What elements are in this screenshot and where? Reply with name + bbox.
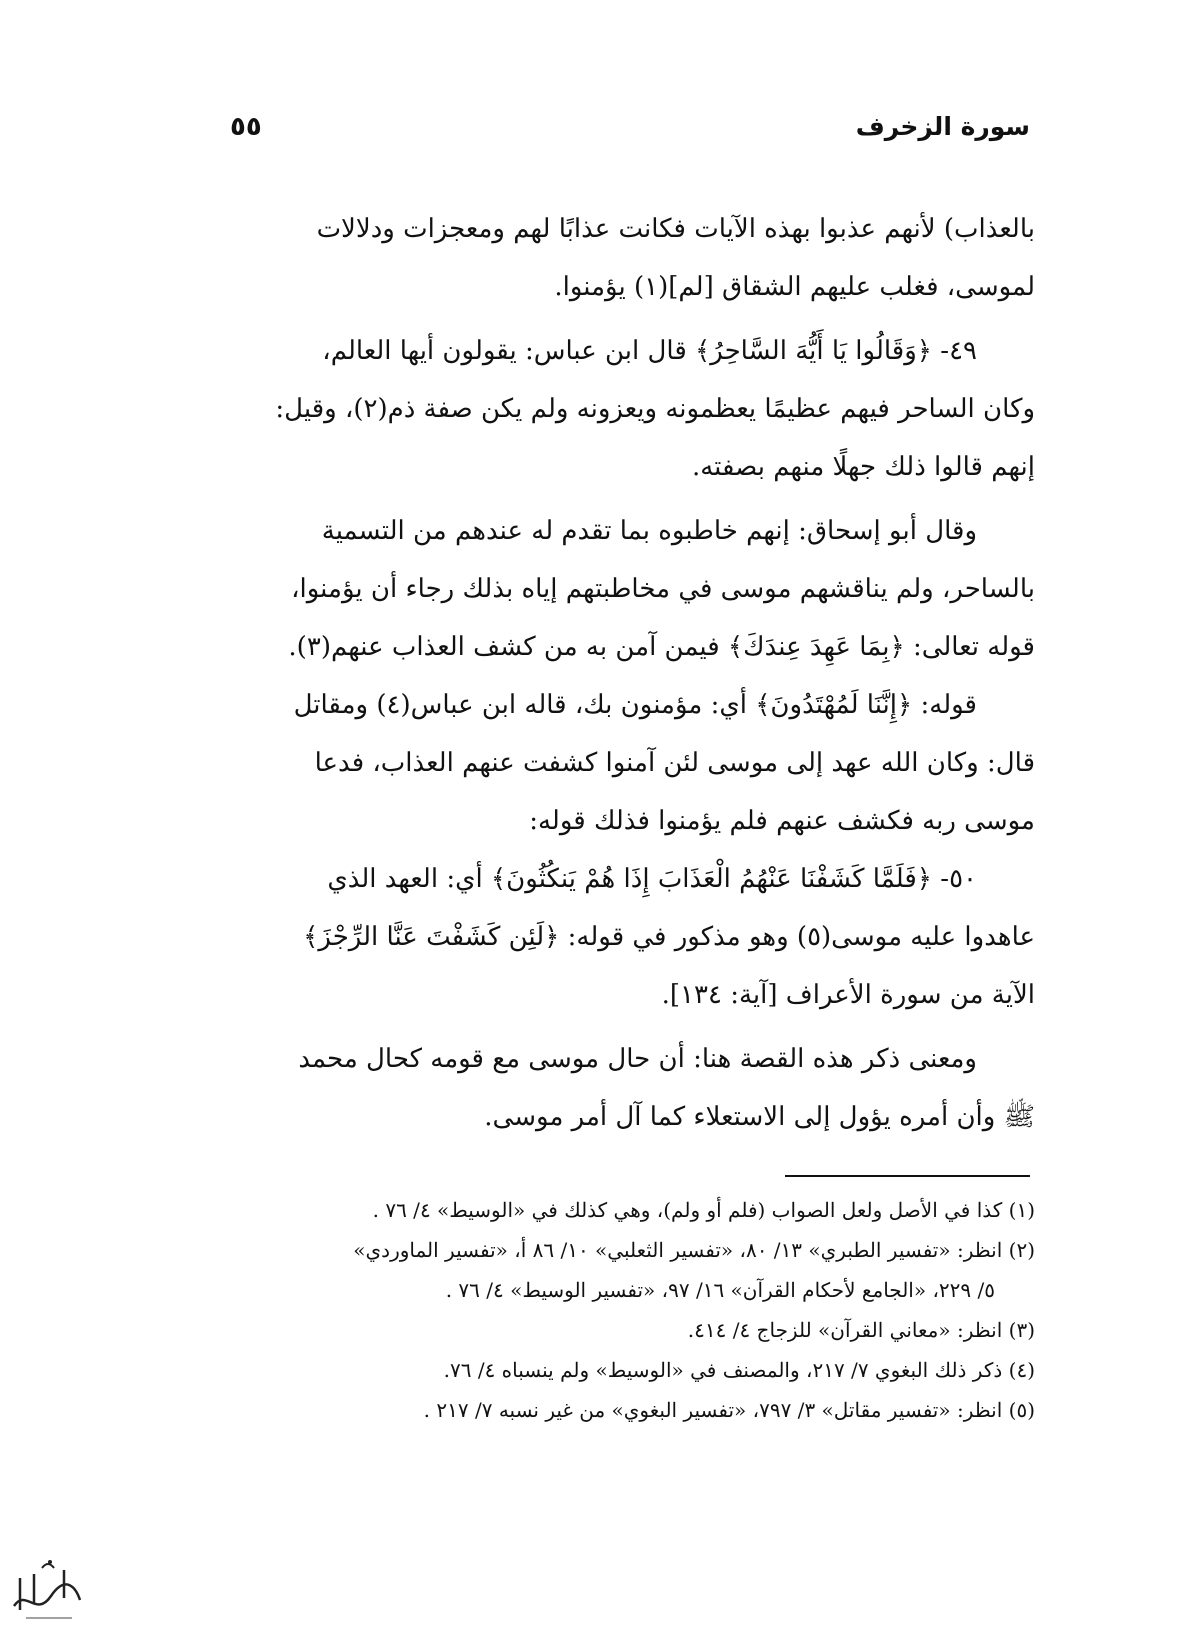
footnotes bbox=[150, 1190, 1035, 1430]
text-line: لموسى، فغلب عليهم الشقاق [لم](١) يؤمنوا. bbox=[554, 272, 1035, 302]
surah-title: سورة الزخرف bbox=[855, 112, 1030, 141]
footnote-line: (٢) انظر: «تفسير الطبري» ١٣/ ٨٠، «تفسير الثعلبي» ١٠/ ٨٦ أ، «تفسير الماوردي» bbox=[353, 1238, 1035, 1262]
page-number: ٥٥ bbox=[230, 112, 262, 142]
text-line: بالعذاب) لأنهم عذبوا بهذه الآيات فكانت عذابًا لهم ومعجزات ودلالات bbox=[316, 214, 1035, 244]
footnote-line: (٥) انظر: «تفسير مقاتل» ٣/ ٧٩٧، «تفسير البغوي» من غير نسبه ٧/ ٢١٧ . bbox=[423, 1398, 1035, 1422]
footnote-divider bbox=[785, 1175, 1030, 1177]
text-line: ٥٠- ﴿فَلَمَّا كَشَفْنَا عَنْهُمُ الْعَذَابَ إِذَا هُمْ يَنكُثُونَ﴾ أي: العهد الذي bbox=[327, 864, 977, 894]
text-line: ومعنى ذكر هذه القصة هنا: أن حال موسى مع قومه كحال محمد bbox=[298, 1044, 977, 1074]
main-text bbox=[150, 200, 1035, 1146]
page-header bbox=[150, 112, 1030, 172]
text-line: قوله تعالى: ﴿بِمَا عَهِدَ عِندَكَ﴾ فيمن آمن به من كشف العذاب عنهم(٣). bbox=[288, 632, 1035, 662]
text-line: إنهم قالوا ذلك جهلًا منهم بصفته. bbox=[691, 452, 1035, 482]
text-line: بالساحر، ولم يناقشهم موسى في مخاطبتهم إياه بذلك رجاء أن يؤمنوا، bbox=[291, 574, 1035, 604]
text-line: وقال أبو إسحاق: إنهم خاطبوه بما تقدم له عندهم من التسمية bbox=[321, 516, 977, 546]
text-line: الآية من سورة الأعراف [آية: ١٣٤]. bbox=[661, 980, 1035, 1010]
footnote-line: (٤) ذكر ذلك البغوي ٧/ ٢١٧، والمصنف في «الوسيط» ولم ينسباه ٤/ ٧٦. bbox=[443, 1358, 1035, 1382]
text-line: ﷺ وأن أمره يؤول إلى الاستعلاء كما آل أمر موسى. bbox=[484, 1102, 1035, 1132]
footnote-line: ٥/ ٢٢٩، «الجامع لأحكام القرآن» ١٦/ ٩٧، «تفسير الوسيط» ٤/ ٧٦ . bbox=[445, 1278, 995, 1302]
text-line: وكان الساحر فيهم عظيمًا يعظمونه ويعزونه ولم يكن صفة ذم(٢)، وقيل: bbox=[275, 394, 1035, 424]
text-line: قال: وكان الله عهد إلى موسى لئن آمنوا كشفت عنهم العذاب، فدعا bbox=[314, 748, 1035, 778]
text-line: موسى ربه فكشف عنهم فلم يؤمنوا فذلك قوله: bbox=[529, 806, 1035, 836]
text-line: عاهدوا عليه موسى(٥) وهو مذكور في قوله: ﴿لَئِن كَشَفْتَ عَنَّا الرِّجْزَ﴾ bbox=[303, 922, 1035, 952]
footnote-line: (٣) انظر: «معاني القرآن» للزجاج ٤/ ٤١٤. bbox=[687, 1318, 1035, 1342]
calligraphy-logo-icon bbox=[6, 1548, 86, 1628]
footnote-line: (١) كذا في الأصل ولعل الصواب (فلم أو ولم)، وهي كذلك في «الوسيط» ٤/ ٧٦ . bbox=[372, 1198, 1035, 1222]
text-line: قوله: ﴿إِنَّنَا لَمُهْتَدُونَ﴾ أي: مؤمنون بك، قاله ابن عباس(٤) ومقاتل bbox=[293, 690, 977, 720]
text-line: ٤٩- ﴿وَقَالُوا يَا أَيُّهَ السَّاحِرُ﴾ قال ابن عباس: يقولون أيها العالم، bbox=[322, 336, 977, 366]
